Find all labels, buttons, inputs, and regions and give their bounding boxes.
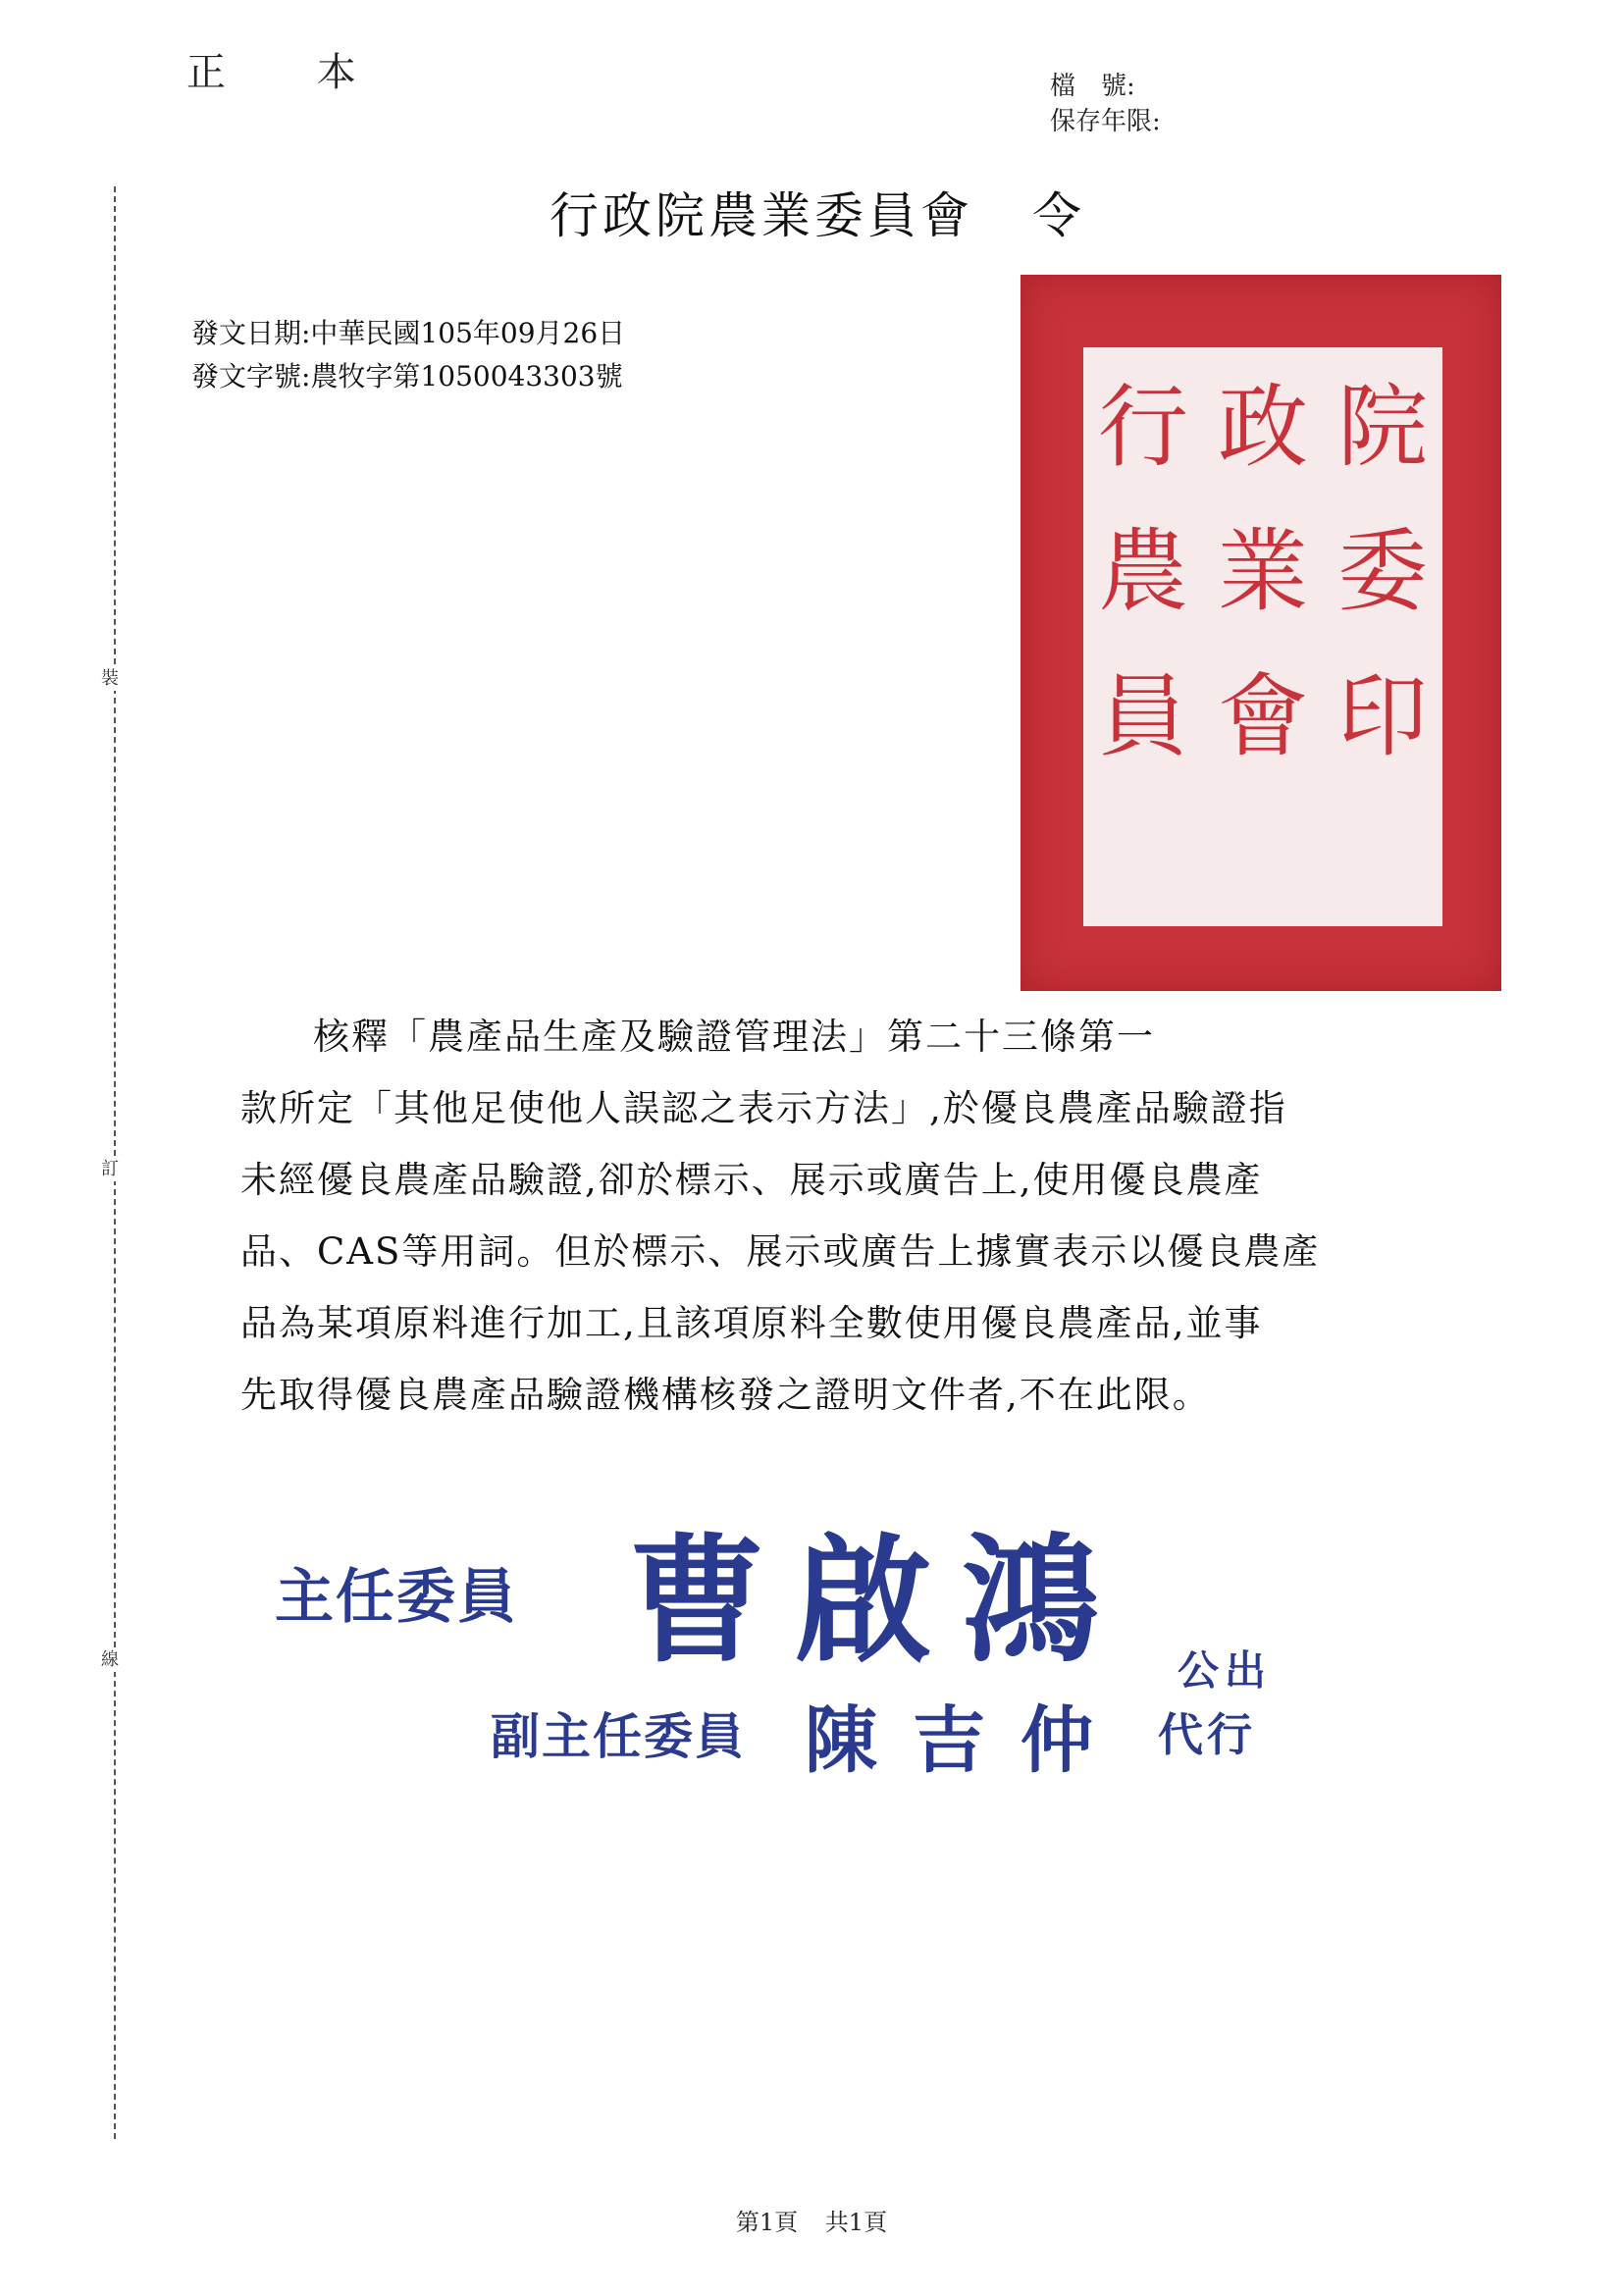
issue-number: 發文字號:農牧字第1050043303號	[191, 360, 623, 392]
seal-char	[1203, 782, 1323, 927]
seal-char	[1083, 782, 1203, 927]
seal-char: 委	[1336, 519, 1428, 625]
issue-info	[191, 312, 625, 398]
doc-type: 令	[1032, 187, 1085, 244]
retention-label: 保存年限:	[1050, 107, 1161, 136]
page-footer: 第1頁 共1頁	[735, 2209, 888, 2236]
main-title: 主任委員	[275, 1563, 518, 1632]
seal-char: 會	[1217, 663, 1308, 769]
main-note: 公出	[1178, 1646, 1273, 1695]
seal-char: 印	[1336, 663, 1428, 769]
body-line: 先取得優良農產品驗證機構核發之證明文件者,不在此限。	[240, 1374, 1211, 1416]
deputy-name: 陳吉仲	[805, 1698, 1128, 1783]
main-name: 曹啟鴻	[628, 1521, 1129, 1682]
body-line: 未經優良農產品驗證,卻於標示、展示或廣告上,使用優良農產	[240, 1159, 1263, 1201]
signature-stamp	[275, 1491, 1315, 1786]
seal-char: 業	[1217, 519, 1308, 625]
file-number-label: 檔 號:	[1050, 72, 1135, 101]
copy-mark: 正 本	[186, 50, 395, 95]
page-title	[550, 177, 1085, 247]
order-body	[240, 1001, 1477, 1431]
agency-name: 行政院農業委員會	[550, 187, 973, 244]
file-meta	[1050, 69, 1161, 139]
seal-char: 行	[1097, 374, 1188, 480]
body-line: 品、CAS等用詞。但於標示、展示或廣告上據實表示以優良農產	[240, 1230, 1321, 1273]
issue-date: 發文日期:中華民國105年09月26日	[191, 317, 626, 349]
seal-char: 員	[1097, 663, 1188, 769]
binding-label-zhuang: 裝	[101, 668, 119, 689]
deputy-note: 代行	[1158, 1708, 1256, 1761]
seal-inner	[1079, 343, 1446, 930]
seal-char: 農	[1097, 519, 1188, 625]
official-seal	[1021, 275, 1501, 991]
deputy-title: 副主任委員	[491, 1707, 746, 1765]
binding-label-xian: 線	[101, 1649, 119, 1670]
body-line: 品為某項原料進行加工,且該項原料全數使用優良農產品,並事	[240, 1302, 1263, 1344]
seal-char: 院	[1336, 374, 1428, 480]
binding-label-ding: 訂	[101, 1159, 119, 1179]
seal-char	[1323, 782, 1442, 927]
body-line: 款所定「其他足使他人誤認之表示方法」,於優良農產品驗證指	[240, 1087, 1287, 1129]
seal-char: 政	[1217, 374, 1308, 480]
body-line: 核釋「農產品生產及驗證管理法」第二十三條第一	[313, 1016, 1155, 1058]
